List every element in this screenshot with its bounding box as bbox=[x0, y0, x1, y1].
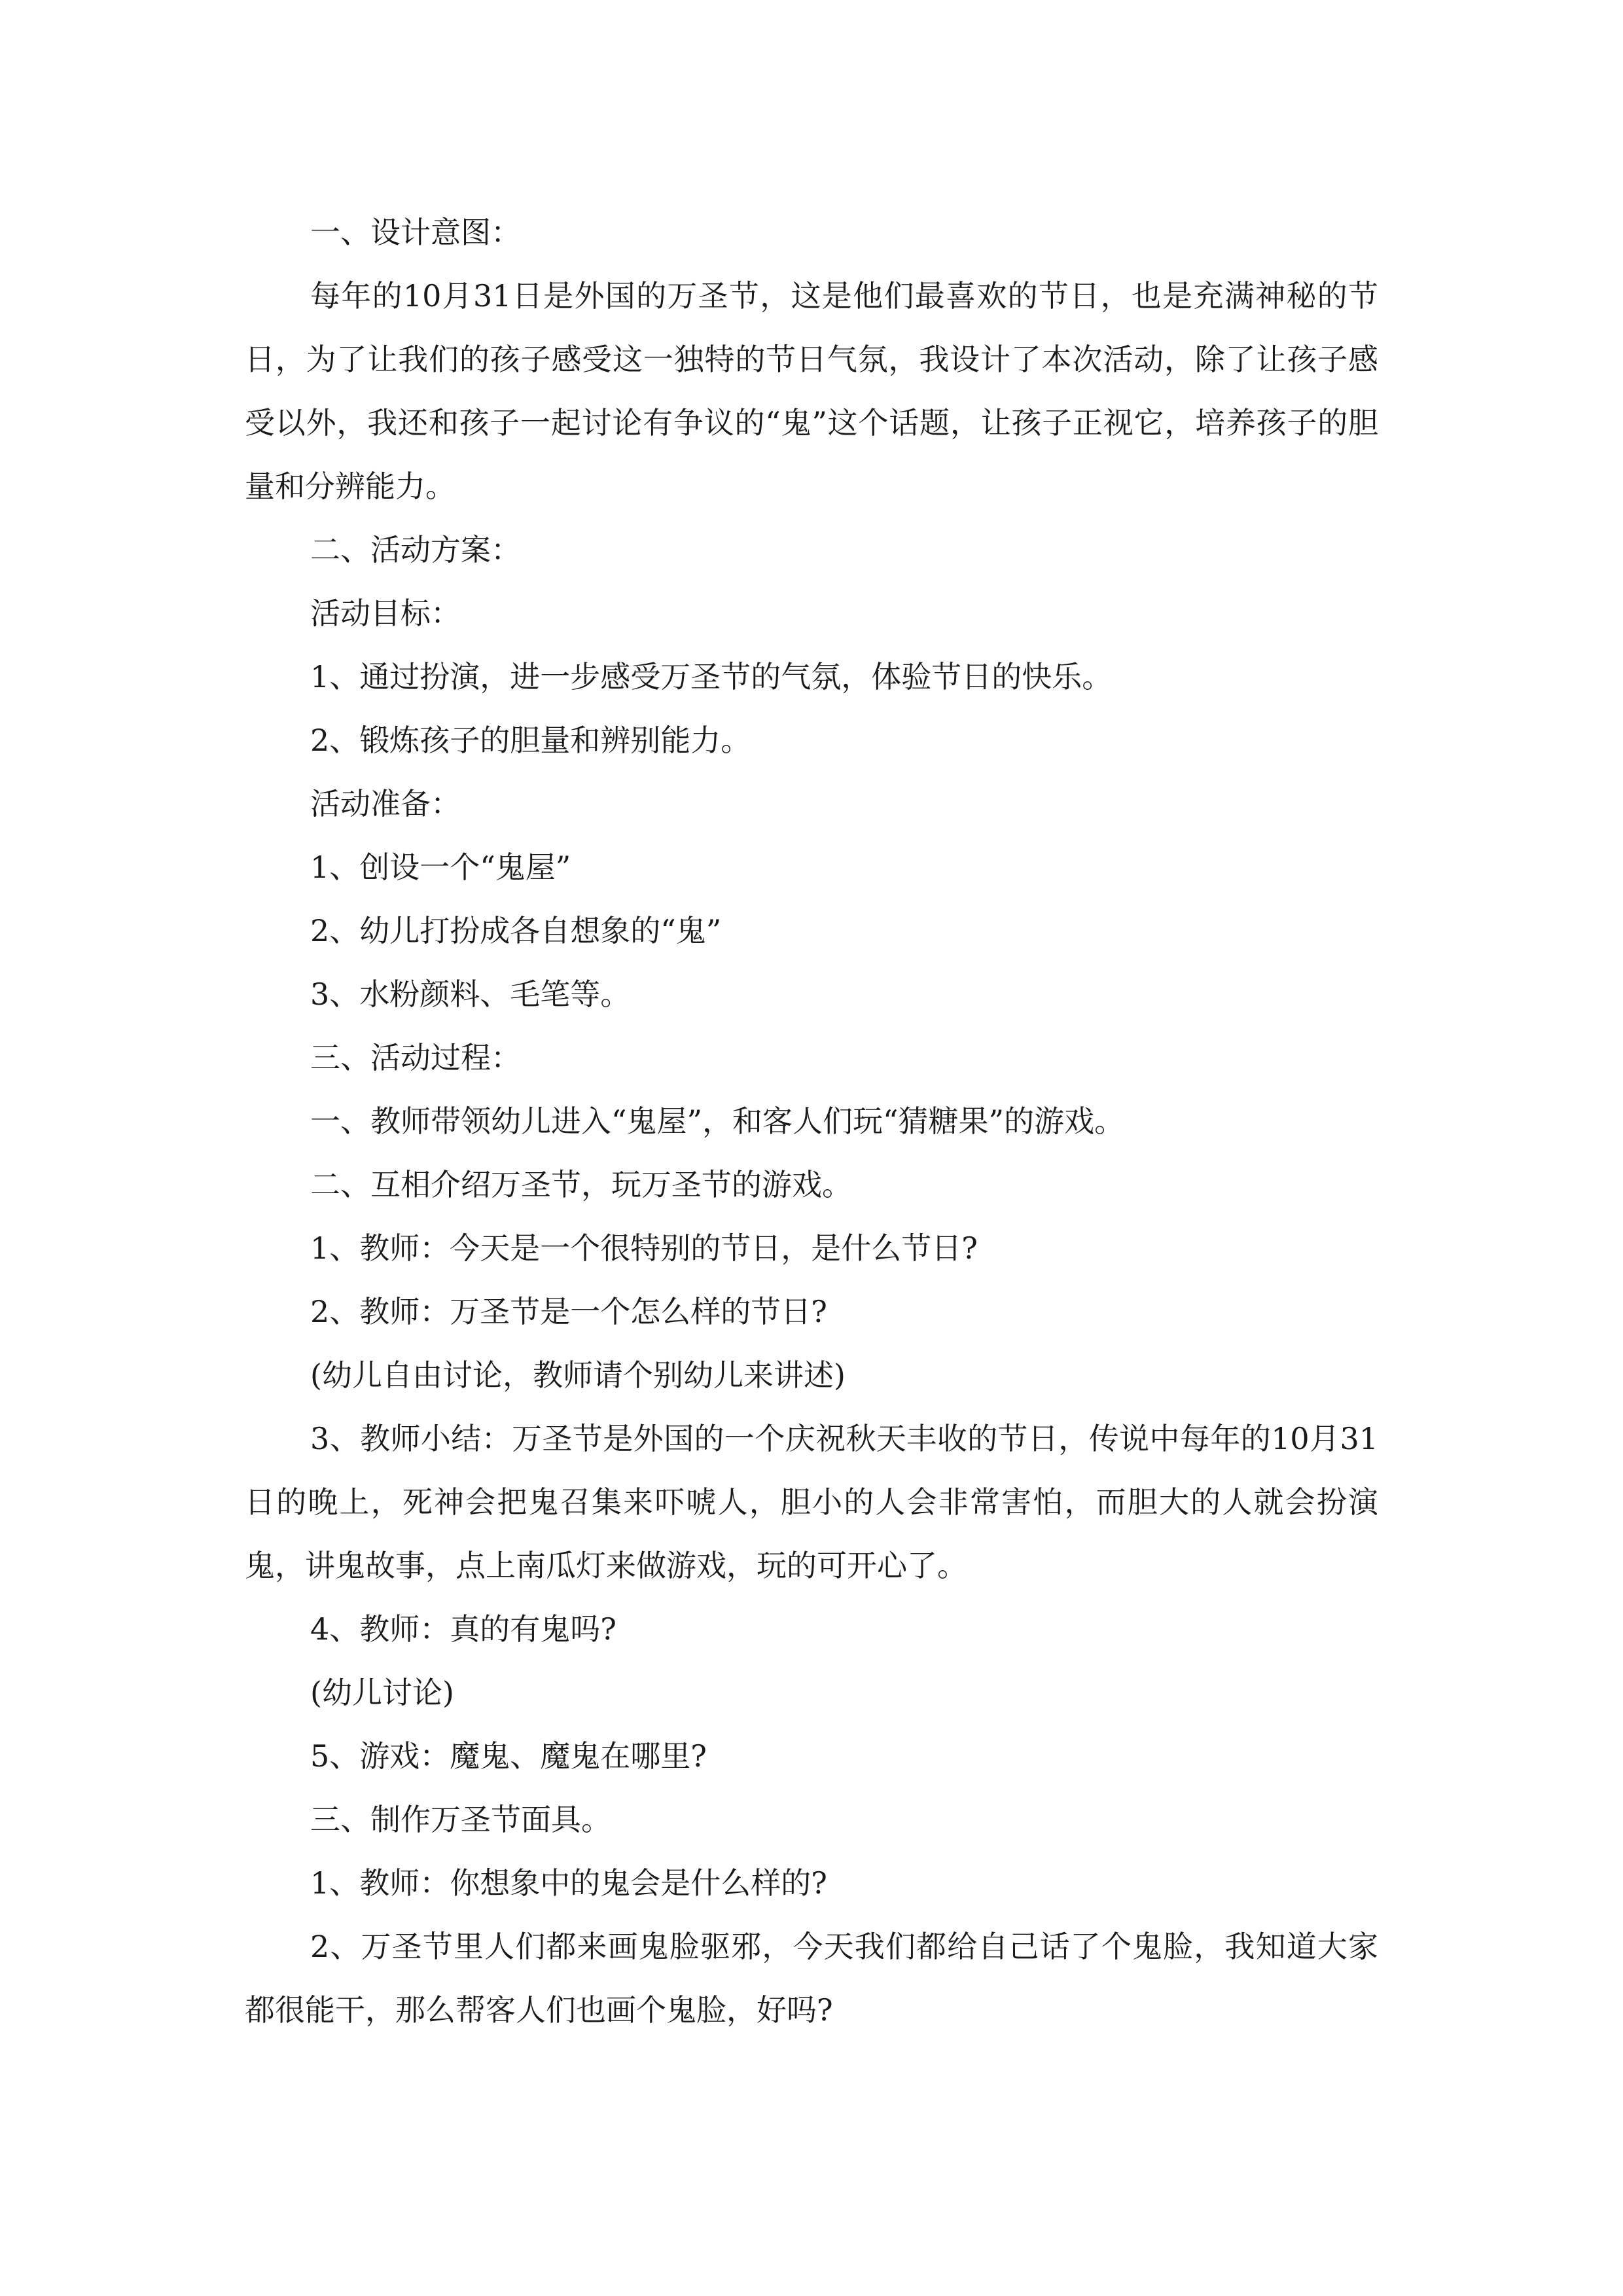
document-body bbox=[245, 201, 1378, 2042]
list-item: 1、创设一个“鬼屋” bbox=[310, 850, 571, 885]
process-step: 二、互相介绍万圣节，玩万圣节的游戏。 bbox=[310, 1167, 852, 1202]
list-item: 3、水粉颜料、毛笔等。 bbox=[310, 977, 631, 1012]
list-item: 1、教师：你想象中的鬼会是什么样的? bbox=[310, 1865, 827, 1901]
subheading-activity-preparation: 活动准备： bbox=[310, 786, 461, 821]
list-item: 2、锻炼孩子的胆量和辨别能力。 bbox=[310, 723, 751, 758]
paragraph-design-intent: 每年的10月31日是外国的万圣节，这是他们最喜欢的节日，也是充满神秘的节日，为了让我们的孩子感受这一独特的节日气氛，我设计了本次活动，除了让孩子感受以外，我还和孩子一起讨论有争议的“鬼”这个话题，让孩子正视它，培养孩子的胆量和分辨能力。 bbox=[245, 278, 1378, 504]
list-item: 2、教师：万圣节是一个怎么样的节日? bbox=[310, 1294, 827, 1329]
heading-design-intent: 一、设计意图： bbox=[310, 215, 521, 250]
list-item: 2、万圣节里人们都来画鬼脸驱邪，今天我们都给自己话了个鬼脸，我知道大家都很能干，那么帮客人们也画个鬼脸，好吗? bbox=[245, 1929, 1378, 2028]
list-item: 5、游戏：魔鬼、魔鬼在哪里? bbox=[310, 1738, 707, 1774]
list-item: 2、幼儿打扮成各自想象的“鬼” bbox=[310, 913, 722, 948]
list-item: 3、教师小结：万圣节是外国的一个庆祝秋天丰收的节日，传说中每年的10月31日的晚上，死神会把鬼召集来吓唬人，胆小的人会非常害怕，而胆大的人就会扮演鬼，讲鬼故事，点上南瓜灯来做游戏，玩的可开心了。 bbox=[245, 1421, 1378, 1583]
list-item: 1、教师：今天是一个很特别的节日，是什么节日? bbox=[310, 1230, 978, 1266]
heading-activity-plan: 二、活动方案： bbox=[310, 532, 521, 567]
note-paragraph: (幼儿讨论) bbox=[310, 1675, 454, 1710]
process-step: 一、教师带领幼儿进入“鬼屋”，和客人们玩“猜糖果”的游戏。 bbox=[310, 1103, 1125, 1139]
list-item: 4、教师：真的有鬼吗? bbox=[310, 1611, 616, 1647]
heading-activity-process: 三、活动过程： bbox=[310, 1040, 521, 1075]
subheading-activity-goals: 活动目标： bbox=[310, 596, 461, 631]
note-paragraph: (幼儿自由讨论，教师请个别幼儿来讲述) bbox=[310, 1357, 846, 1393]
list-item: 1、通过扮演，进一步感受万圣节的气氛，体验节日的快乐。 bbox=[310, 659, 1113, 694]
process-step: 三、制作万圣节面具。 bbox=[310, 1802, 611, 1837]
